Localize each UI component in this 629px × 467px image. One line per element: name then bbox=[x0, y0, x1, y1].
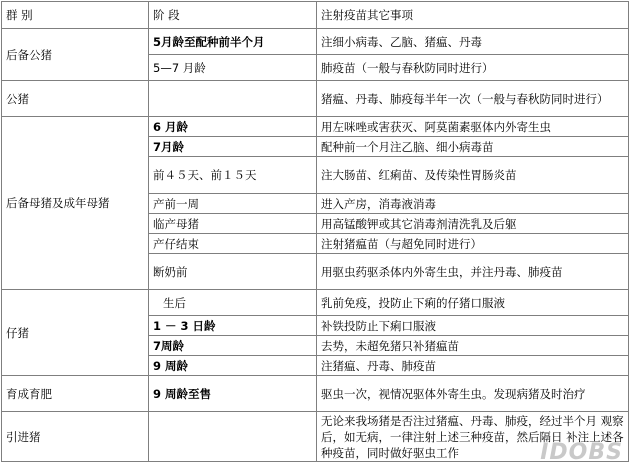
notes-cell: 无论来我场猪是否注过猪瘟、丹毒、肺疫，经过半个月 观察后，如无病，一律注射上述三种疫苗，然后隔日 补注上述各种疫苗，同时做好驱虫工作 bbox=[317, 412, 629, 462]
stage-cell: 临产母猪 bbox=[149, 214, 317, 234]
group-cell: 后备公猪 bbox=[2, 29, 149, 81]
notes-cell: 乳前免疫，投防止下痢的仔猪口服液 bbox=[317, 290, 629, 316]
stage-cell: 产仔结束 bbox=[149, 234, 317, 254]
notes-cell: 去势，未超免猪只补猪瘟苗 bbox=[317, 336, 629, 356]
stage-cell: 6 月龄 bbox=[149, 117, 317, 137]
stage-cell: 7月龄 bbox=[149, 137, 317, 157]
stage-cell: 生后 bbox=[149, 290, 317, 316]
header-stage: 阶 段 bbox=[149, 2, 317, 29]
table-row bbox=[2, 412, 629, 462]
header-notes: 注射疫苗其它事项 bbox=[317, 2, 629, 29]
stage-cell: 产前一周 bbox=[149, 194, 317, 214]
header-row bbox=[2, 2, 629, 29]
group-cell: 育成育肥 bbox=[2, 376, 149, 412]
stage-cell bbox=[149, 81, 317, 117]
table-row bbox=[2, 81, 629, 117]
stage-cell: 9 周龄至售 bbox=[149, 376, 317, 412]
table-row bbox=[2, 29, 629, 55]
notes-cell: 注大肠苗、红痢苗、及传染性胃肠炎苗 bbox=[317, 157, 629, 194]
site-watermark: IDOBS bbox=[540, 440, 623, 465]
notes-cell: 用驱虫药驱杀体内外寄生虫，并注丹毒、肺疫苗 bbox=[317, 254, 629, 290]
notes-cell: 配种前一个月注乙脑、细小病毒苗 bbox=[317, 137, 629, 157]
stage-cell: 前４５天、前１５天 bbox=[149, 157, 317, 194]
notes-cell: 驱虫一次，视情况驱体外寄生虫。发现病猪及时治疗 bbox=[317, 376, 629, 412]
notes-cell: 注射猪瘟苗（与超免同时进行） bbox=[317, 234, 629, 254]
group-cell: 仔猪 bbox=[2, 290, 149, 376]
notes-cell: 肺疫苗（一般与春秋防同时进行） bbox=[317, 55, 629, 81]
stage-cell: 1 － 3 日龄 bbox=[149, 316, 317, 336]
stage-cell: 7周龄 bbox=[149, 336, 317, 356]
stage-cell bbox=[149, 412, 317, 462]
table-row bbox=[2, 290, 629, 316]
notes-cell: 注猪瘟、丹毒、肺疫苗 bbox=[317, 356, 629, 376]
stage-cell: 断奶前 bbox=[149, 254, 317, 290]
table-row bbox=[2, 117, 629, 137]
notes-cell: 补铁投防止下痢口服液 bbox=[317, 316, 629, 336]
header-group: 群 别 bbox=[2, 2, 149, 29]
notes-cell: 进入产房，消毒液消毒 bbox=[317, 194, 629, 214]
vaccination-schedule-table bbox=[1, 1, 629, 462]
stage-cell: 5—7 月龄 bbox=[149, 55, 317, 81]
group-cell: 后备母猪及成年母猪 bbox=[2, 117, 149, 290]
group-cell: 公猪 bbox=[2, 81, 149, 117]
notes-cell: 用左咪唑或害获灭、阿莫菌素驱体内外寄生虫 bbox=[317, 117, 629, 137]
stage-cell: 5月龄至配种前半个月 bbox=[149, 29, 317, 55]
notes-cell: 用高锰酸钾或其它消毒剂清洗乳及后躯 bbox=[317, 214, 629, 234]
group-cell: 引进猪 bbox=[2, 412, 149, 462]
notes-cell: 注细小病毒、乙脑、猪瘟、丹毒 bbox=[317, 29, 629, 55]
table-row bbox=[2, 376, 629, 412]
stage-cell: 9 周龄 bbox=[149, 356, 317, 376]
notes-cell: 猪瘟、丹毒、肺疫每半年一次（一般与春秋防同时进行） bbox=[317, 81, 629, 117]
